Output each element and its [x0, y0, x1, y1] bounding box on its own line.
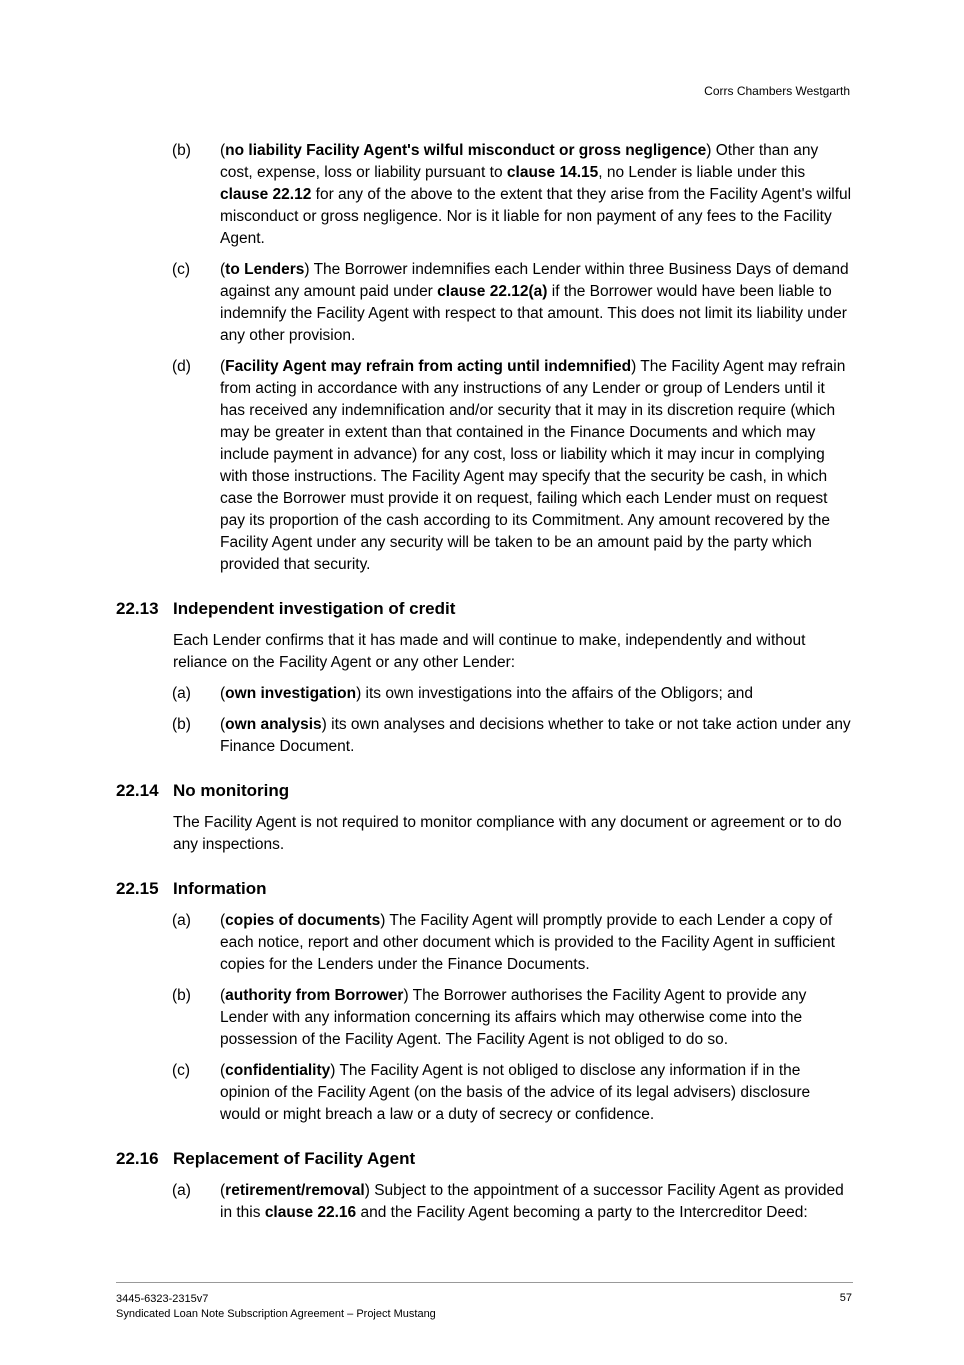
clause-item: (a) (own investigation) its own investigations into the affairs of the Obligors; and: [172, 685, 753, 702]
page-number: 57: [839, 1292, 852, 1304]
doc-title: Syndicated Loan Note Subscription Agreement – Project Mustang: [116, 1308, 436, 1320]
section-intro: The Facility Agent is not required to monitor compliance with any document or agreement or to do any inspections.: [173, 814, 842, 853]
clause-item: (b) (no liability Facility Agent's wilful misconduct or gross negligence) Other than any cost, expense, loss or liability pursuant to clause 14.15, no Lender is liable under this clause 22.12 for any of the above to the extent that they arise from the Facility Agent's wilful misconduct or gross negligence. Nor is it liable for non payment of any fees to the Facility Agent.: [172, 142, 852, 247]
section-heading-22-13: 22.13 Independent investigation of credit: [116, 599, 456, 618]
clause-item: (a) (copies of documents) The Facility Agent will promptly provide to each Lender a copy of each notice, report and other document which is provided to the Facility Agent in sufficient copies for the Lenders under the Finance Documents.: [172, 912, 835, 973]
page-body: [116, 140, 852, 1233]
footer-divider: [116, 1282, 853, 1283]
section-intro: Each Lender confirms that it has made and will continue to make, independently and without reliance on the Facility Agent or any other Lender:: [173, 632, 806, 671]
running-header: Corrs Chambers Westgarth: [704, 84, 850, 98]
doc-id: 3445-6323-2315v7: [116, 1293, 209, 1305]
clause-item: (b) (authority from Borrower) The Borrower authorises the Facility Agent to provide any Lender with any information concerning its affairs which may otherwise come into the possession of the Facility Agent. The Facility Agent is not obliged to do so.: [172, 987, 807, 1048]
section-heading-22-15: 22.15 Information: [116, 879, 267, 898]
clause-item: (c) (to Lenders) The Borrower indemnifies each Lender within three Business Days of demand against any amount paid under clause 22.12(a) if the Borrower would have been liable to indemnify the Facility Agent with respect to that amount. This does not limit its liability under any other provision.: [172, 261, 849, 344]
footer-info: [116, 1292, 436, 1322]
clause-item: (b) (own analysis) its own analyses and decisions whether to take or not take action under any Finance Document.: [172, 716, 851, 755]
section-heading-22-14: 22.14 No monitoring: [116, 781, 290, 800]
section-heading-22-16: 22.16 Replacement of Facility Agent: [116, 1149, 416, 1168]
clause-item: (c) (confidentiality) The Facility Agent is not obliged to disclose any information if in the opinion of the Facility Agent (on the basis of the advice of its legal advisers) disclosure would or might breach a law or a duty of secrecy or confidence.: [172, 1062, 811, 1123]
clause-item: (d) (Facility Agent may refrain from acting until indemnified) The Facility Agent may refrain from acting in accordance with any instructions of any Lender or group of Lenders until it has received any indemnification and/or security that it may in its discretion require (which may be greater in extent than that contained in the Finance Documents and which may include payment in advance) for any cost, loss or liability which it may incur in complying with those instructions. The Facility Agent may specify that the security be cash, in which case the Borrower must provide it on request, failing which each Lender must on request pay its proportion of the cash according to its Commitment. Any amount recovered by the Facility Agent under any security will be taken to be an amount paid by the party which provided that security.: [172, 358, 846, 573]
clause-item: (a) (retirement/removal) Subject to the appointment of a successor Facility Agent as provided in this clause 22.16 and the Facility Agent becoming a party to the Intercreditor Deed:: [172, 1182, 844, 1221]
